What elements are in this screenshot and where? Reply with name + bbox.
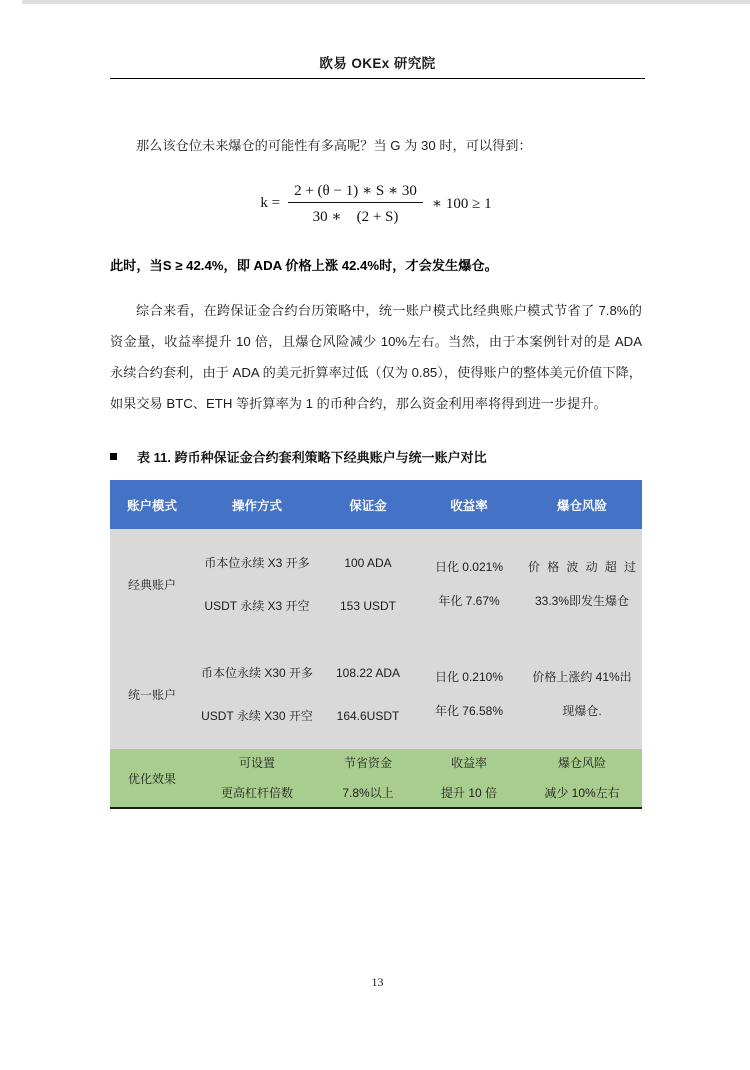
cell-line: 日化 0.021% [434,560,504,574]
cell-margin [320,639,416,749]
running-header-rule [110,78,645,79]
cell-line: 33.3%即发生爆仓 [534,594,630,608]
spacer [110,161,642,181]
equation-lhs: k = [260,195,281,211]
cell-line: 提升 10 倍 [440,786,498,800]
cell-margin [320,529,416,639]
table-head [110,480,642,529]
cell-operation [194,639,320,749]
cell-lines [422,639,516,749]
column-header-margin: 保证金 [320,480,416,529]
table-header-row [110,480,642,529]
page-top-edge [0,0,750,4]
cell-line: 100 ADA [344,555,392,570]
cell-lines [200,651,314,737]
cell-account-mode: 统一账户 [110,639,194,749]
cell-lines [422,529,516,639]
page-top-edge-notch [0,0,22,4]
table-row [110,639,642,749]
cell-line: 108.22 ADA [335,665,401,680]
cell-line: 价格波动超过 [528,560,636,574]
spacer [110,281,642,295]
cell-line: 153 USDT [339,598,397,613]
cell-line: USDT 永续 X3 开空 [204,598,310,613]
cell-summary-label: 优化效果 [110,749,194,808]
cell-line: 年化 7.67% [438,594,500,608]
cell-line: 币本位永续 X30 开多 [200,665,314,680]
cell-liquidation-risk [522,639,642,749]
cell-line: 可设置 [238,756,275,770]
cell-summary-return-rate [416,749,522,808]
cell-lines [200,749,314,807]
cell-lines [200,541,314,627]
cell-line: 年化 76.58% [434,704,504,718]
cell-liquidation-risk [522,529,642,639]
square-bullet-icon [110,453,117,460]
cell-lines [528,639,636,749]
table-caption [110,447,642,466]
cell-summary-margin [320,749,416,808]
spacer [110,226,642,250]
cell-return-rate [416,529,522,639]
table-summary-row [110,749,642,808]
equation-fraction [288,181,423,226]
cell-line: 价格上涨约 41%出 [532,670,632,684]
cell-lines [422,749,516,807]
cell-lines [326,651,410,737]
cell-operation [194,529,320,639]
cell-line: 减少 10%左右 [544,786,620,800]
summary-paragraph: 综合来看，在跨保证金合约台历策略中，统一账户模式比经典账户模式节省了 7.8%的资金量，收益率提升 10 倍，且爆仓风险减少 10%左右。当然，由于本案例针对的是 ADA 永续合约套利，由于 ADA 的美元折算率过低（仅为 0.85），使得账户的整体美元价值下降，如果交易 BTC、ETH 等折算率为 1 的币种合约，那么资金利用率将得到进一步提升。 [110,303,642,411]
cell-line: 更高杠杆倍数 [220,786,293,800]
cell-line: 爆仓风险 [557,756,606,770]
column-header-account-mode: 账户模式 [110,480,194,529]
cell-return-rate [416,639,522,749]
table-caption-text: 表 11. 跨币种保证金合约套利策略下经典账户与统一账户对比 [137,450,487,465]
cell-summary-liquidation-risk [522,749,642,808]
running-header-title: 欧易 OKEx 研究院 [319,56,436,71]
cell-line: USDT 永续 X30 开空 [201,708,313,723]
running-header [110,52,645,73]
cell-summary-operation [194,749,320,808]
cell-line: 收益率 [450,756,487,770]
page-content [110,130,642,809]
column-header-return-rate: 收益率 [416,480,522,529]
spacer [110,419,642,447]
equation-block [110,181,642,226]
cell-line: 现爆仓. [562,704,602,718]
bold-conclusion-line: 此时，当S ≥ 42.4%，即 ADA 价格上涨 42.4%时，才会发生爆仓。 [110,258,498,273]
equation-numerator: 2 + (θ − 1) ∗ S ∗ 30 [294,183,417,199]
cell-lines [528,749,636,807]
page-number: 13 [371,975,384,989]
intro-paragraph: 那么该仓位未来爆仓的可能性有多高呢？当 G 为 30 时，可以得到： [136,138,532,153]
table-body [110,529,642,808]
cell-lines [326,749,410,807]
equation-denominator: 30 ∗ (2 + S) [312,209,399,225]
column-header-operation: 操作方式 [194,480,320,529]
cell-line: 币本位永续 X3 开多 [204,555,310,570]
cell-lines [528,529,636,639]
comparison-table [110,480,642,809]
cell-lines [326,541,410,627]
cell-line: 7.8%以上 [342,786,394,800]
column-header-liquidation-risk: 爆仓风险 [522,480,642,529]
equation-row [260,181,491,226]
equation-tail: ∗ 100 ≥ 1 [431,196,492,212]
cell-account-mode: 经典账户 [110,529,194,639]
table-row [110,529,642,639]
cell-line: 164.6USDT [336,708,400,723]
cell-line: 日化 0.210% [434,670,504,684]
cell-line: 节省资金 [343,756,392,770]
